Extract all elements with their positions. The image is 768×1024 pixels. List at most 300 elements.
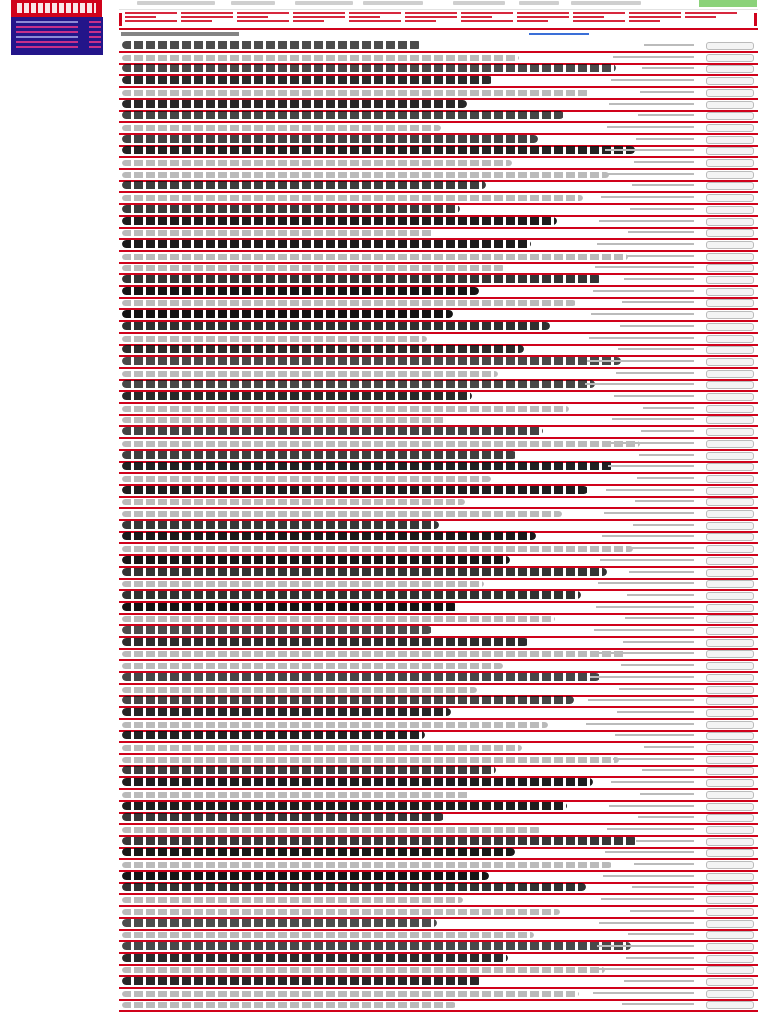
list-item-meta bbox=[589, 337, 694, 339]
list-item-meta bbox=[594, 629, 694, 631]
category-item[interactable] bbox=[405, 12, 457, 26]
list-item-title[interactable] bbox=[122, 100, 467, 108]
list-item-title[interactable] bbox=[122, 919, 437, 927]
list-item-title[interactable] bbox=[122, 41, 422, 49]
list-item-tag[interactable] bbox=[706, 779, 754, 787]
list-item-meta bbox=[625, 617, 694, 619]
list-item-title[interactable] bbox=[122, 310, 453, 318]
list-item-tag[interactable] bbox=[706, 662, 754, 670]
list-item-title[interactable] bbox=[122, 357, 621, 365]
list-item-title[interactable] bbox=[122, 942, 631, 950]
nav-tab[interactable] bbox=[137, 1, 215, 5]
list-item-tag[interactable] bbox=[706, 674, 754, 682]
list-item-title[interactable] bbox=[122, 568, 607, 576]
list-item-tag[interactable] bbox=[706, 89, 754, 97]
list-item-tag[interactable] bbox=[706, 452, 754, 460]
list-item-meta bbox=[593, 992, 694, 994]
list-item-title[interactable] bbox=[122, 195, 583, 201]
list-item-tag[interactable] bbox=[706, 487, 754, 495]
list-item-tag[interactable] bbox=[706, 393, 754, 401]
list-item-title[interactable] bbox=[122, 673, 600, 681]
list-item-tag[interactable] bbox=[706, 147, 754, 155]
list-item-title[interactable] bbox=[122, 111, 564, 119]
list-item-tag[interactable] bbox=[706, 311, 754, 319]
list-item-tag[interactable] bbox=[706, 686, 754, 694]
list-item-meta bbox=[641, 430, 694, 432]
list-item-tag[interactable] bbox=[706, 136, 754, 144]
list-item-title[interactable] bbox=[122, 837, 638, 845]
category-label bbox=[517, 12, 569, 14]
list-item-meta bbox=[639, 454, 694, 456]
category-bar bbox=[119, 10, 758, 28]
list-item-meta bbox=[599, 220, 694, 222]
list-item-meta bbox=[638, 816, 694, 818]
list-item-meta bbox=[602, 535, 694, 537]
list-item-tag[interactable] bbox=[706, 264, 754, 272]
list-item-meta bbox=[626, 255, 694, 257]
list-item-title[interactable] bbox=[122, 205, 460, 213]
list-item-meta bbox=[595, 968, 694, 970]
list-item-title[interactable] bbox=[122, 322, 550, 330]
list-item-tag[interactable] bbox=[706, 557, 754, 565]
list-item-meta bbox=[592, 652, 694, 654]
list-item-title[interactable] bbox=[122, 954, 508, 962]
list-item-meta bbox=[636, 840, 694, 842]
list-item-meta bbox=[631, 547, 694, 549]
list-item-title[interactable] bbox=[122, 392, 472, 400]
list-item-meta bbox=[613, 758, 694, 760]
list-item-meta bbox=[605, 149, 694, 151]
list-item-title[interactable] bbox=[122, 626, 432, 634]
list-item-tag[interactable] bbox=[706, 381, 754, 389]
list-item-tag[interactable] bbox=[706, 990, 754, 998]
sidebar-count bbox=[89, 26, 101, 28]
list-item-title[interactable] bbox=[122, 977, 482, 985]
list-item-title[interactable] bbox=[122, 406, 569, 412]
list-item-title[interactable] bbox=[122, 827, 541, 833]
list-item-title[interactable] bbox=[122, 696, 574, 704]
list-item-tag[interactable] bbox=[706, 440, 754, 448]
sidebar-panel bbox=[11, 17, 103, 55]
list-item-tag[interactable] bbox=[706, 42, 754, 50]
list-item-title[interactable] bbox=[122, 603, 458, 611]
sidebar-link[interactable] bbox=[16, 36, 78, 38]
list-item-title[interactable] bbox=[122, 766, 496, 774]
category-label bbox=[293, 12, 345, 14]
sidebar-count bbox=[89, 46, 101, 48]
list-item-tag[interactable] bbox=[706, 370, 754, 378]
list-item-tag[interactable] bbox=[706, 592, 754, 600]
nav-tab[interactable] bbox=[363, 1, 423, 5]
list-item-meta bbox=[607, 828, 694, 830]
list-item-tag[interactable] bbox=[706, 299, 754, 307]
list-item-tag[interactable] bbox=[706, 604, 754, 612]
list-item-meta bbox=[638, 114, 694, 116]
sidebar-link[interactable] bbox=[16, 26, 78, 28]
list-item-title[interactable] bbox=[122, 1002, 456, 1008]
list-item-tag[interactable] bbox=[706, 522, 754, 530]
list-item-tag[interactable] bbox=[706, 335, 754, 343]
list-item-tag[interactable] bbox=[706, 206, 754, 214]
list-item-tag[interactable] bbox=[706, 533, 754, 541]
list-item-title[interactable] bbox=[122, 64, 616, 72]
list-item-meta bbox=[621, 664, 694, 666]
category-label bbox=[629, 12, 681, 14]
list-item-title[interactable] bbox=[122, 616, 555, 622]
list-item-meta bbox=[618, 348, 694, 350]
category-item[interactable] bbox=[629, 12, 681, 26]
list-item-tag[interactable] bbox=[706, 931, 754, 939]
list-item-tag[interactable] bbox=[706, 955, 754, 963]
list-item-tag[interactable] bbox=[706, 241, 754, 249]
list-item-meta bbox=[586, 723, 694, 725]
list-item-title[interactable] bbox=[122, 757, 619, 763]
list-item-tag[interactable] bbox=[706, 77, 754, 85]
list-item-title[interactable] bbox=[122, 872, 489, 880]
list-item-title[interactable] bbox=[122, 254, 628, 260]
list-item-meta bbox=[611, 781, 694, 783]
list-item-title[interactable] bbox=[122, 427, 543, 435]
listing bbox=[119, 40, 758, 1024]
list-item-meta bbox=[633, 524, 694, 526]
list-item-tag[interactable] bbox=[706, 428, 754, 436]
list-item-tag[interactable] bbox=[706, 721, 754, 729]
list-item-tag[interactable] bbox=[706, 615, 754, 623]
list-item-tag[interactable] bbox=[706, 545, 754, 553]
list-item-title[interactable] bbox=[122, 336, 427, 342]
list-item-title[interactable] bbox=[122, 240, 531, 248]
list-item-title[interactable] bbox=[122, 883, 586, 891]
list-item-tag[interactable] bbox=[706, 276, 754, 284]
list-item-meta bbox=[590, 676, 694, 678]
list-item-tag[interactable] bbox=[706, 182, 754, 190]
list-item-meta bbox=[632, 886, 694, 888]
list-item-meta bbox=[597, 945, 694, 947]
list-item-tag[interactable] bbox=[706, 463, 754, 471]
list-item-tag[interactable] bbox=[706, 358, 754, 366]
list-item-title[interactable] bbox=[122, 778, 593, 786]
list-item-tag[interactable] bbox=[706, 861, 754, 869]
list-item-meta bbox=[635, 500, 694, 502]
list-item-title[interactable] bbox=[122, 991, 579, 997]
list-item-meta bbox=[642, 769, 694, 771]
list-item-meta bbox=[613, 56, 694, 58]
list-item-tag[interactable] bbox=[706, 323, 754, 331]
list-item-tag[interactable] bbox=[706, 101, 754, 109]
list-item-title[interactable] bbox=[122, 181, 486, 189]
page-title bbox=[121, 32, 239, 36]
sidebar-link[interactable] bbox=[16, 46, 78, 48]
list-item-tag[interactable] bbox=[706, 580, 754, 588]
list-item-title[interactable] bbox=[122, 371, 498, 377]
list-item-meta bbox=[605, 851, 694, 853]
list-item-title[interactable] bbox=[122, 511, 562, 517]
list-item-meta bbox=[634, 161, 694, 163]
list-item-title[interactable] bbox=[122, 265, 505, 271]
list-item-title[interactable] bbox=[122, 172, 609, 178]
list-item-title[interactable] bbox=[122, 813, 444, 821]
list-item-tag[interactable] bbox=[706, 744, 754, 752]
list-item-title[interactable] bbox=[122, 532, 536, 540]
category-label bbox=[461, 12, 513, 14]
list-item-meta bbox=[606, 489, 694, 491]
list-item-meta bbox=[591, 313, 694, 315]
list-item-title[interactable] bbox=[122, 792, 470, 798]
list-item-tag[interactable] bbox=[706, 849, 754, 857]
list-item-meta bbox=[640, 91, 694, 93]
list-item-meta bbox=[640, 793, 694, 795]
list-item-meta bbox=[624, 278, 694, 280]
list-item-tag[interactable] bbox=[706, 767, 754, 775]
list-item-meta bbox=[624, 980, 694, 982]
list-item-title[interactable] bbox=[122, 300, 576, 306]
list-item-tag[interactable] bbox=[706, 253, 754, 261]
list-item-title[interactable] bbox=[122, 731, 425, 739]
list-item-tag[interactable] bbox=[706, 194, 754, 202]
list-item-tag[interactable] bbox=[706, 896, 754, 904]
category-bar-edge bbox=[754, 13, 757, 26]
category-label bbox=[573, 12, 625, 14]
list-item-meta bbox=[643, 407, 694, 409]
list-item-tag[interactable] bbox=[706, 908, 754, 916]
list-item-tag[interactable] bbox=[706, 966, 754, 974]
list-item-meta bbox=[630, 208, 694, 210]
list-item-tag[interactable] bbox=[706, 627, 754, 635]
list-item-title[interactable] bbox=[122, 862, 612, 868]
site-logo[interactable] bbox=[11, 0, 102, 17]
list-item-meta bbox=[595, 266, 694, 268]
list-item-tag[interactable] bbox=[706, 475, 754, 483]
list-item-tag[interactable] bbox=[706, 112, 754, 120]
list-item-title[interactable] bbox=[122, 146, 635, 154]
list-item-meta bbox=[622, 301, 694, 303]
list-item-meta bbox=[626, 957, 694, 959]
list-item-tag[interactable] bbox=[706, 803, 754, 811]
list-item-meta bbox=[599, 922, 694, 924]
list-item-meta bbox=[601, 898, 694, 900]
list-item-tag[interactable] bbox=[706, 943, 754, 951]
list-item-title[interactable] bbox=[122, 275, 602, 283]
list-item-meta bbox=[628, 933, 694, 935]
list-item-tag[interactable] bbox=[706, 288, 754, 296]
list-item-meta bbox=[617, 711, 694, 713]
list-item-meta bbox=[620, 325, 694, 327]
list-item-meta bbox=[610, 442, 694, 444]
list-item-meta bbox=[615, 734, 694, 736]
list-item-meta bbox=[612, 418, 694, 420]
list-item-tag[interactable] bbox=[706, 650, 754, 658]
sidebar-link[interactable] bbox=[16, 21, 78, 23]
list-item-meta bbox=[644, 746, 694, 748]
category-label bbox=[405, 12, 457, 14]
sidebar-count bbox=[89, 36, 101, 38]
list-item-tag[interactable] bbox=[706, 159, 754, 167]
list-item-meta bbox=[622, 1003, 694, 1005]
category-label bbox=[349, 12, 401, 14]
list-item-meta bbox=[603, 875, 694, 877]
list-item-meta bbox=[600, 559, 694, 561]
sidebar-count bbox=[89, 31, 101, 33]
list-item-title[interactable] bbox=[122, 55, 519, 61]
sidebar-link[interactable] bbox=[16, 31, 78, 33]
list-item-meta bbox=[611, 79, 694, 81]
list-item-meta bbox=[642, 67, 694, 69]
list-item-title[interactable] bbox=[122, 462, 614, 470]
category-item[interactable] bbox=[293, 12, 345, 26]
nav-tab[interactable] bbox=[519, 1, 559, 5]
list-item-title[interactable] bbox=[122, 745, 522, 751]
list-item-tag[interactable] bbox=[706, 1001, 754, 1009]
list-item-meta bbox=[630, 910, 694, 912]
list-item-meta bbox=[616, 372, 694, 374]
list-item-title[interactable] bbox=[122, 651, 626, 657]
list-item-meta bbox=[596, 606, 694, 608]
list-item-tag[interactable] bbox=[706, 639, 754, 647]
list-item-tag[interactable] bbox=[706, 920, 754, 928]
list-item-tag[interactable] bbox=[706, 510, 754, 518]
list-item-tag[interactable] bbox=[706, 65, 754, 73]
list-item-tag[interactable] bbox=[706, 416, 754, 424]
list-item-title[interactable] bbox=[122, 380, 595, 388]
sidebar-links bbox=[16, 21, 78, 51]
list-item-title[interactable] bbox=[122, 932, 534, 938]
list-item-meta bbox=[636, 138, 694, 140]
list-item-title[interactable] bbox=[122, 345, 524, 353]
category-item[interactable] bbox=[349, 12, 401, 26]
list-item-title[interactable] bbox=[122, 967, 605, 973]
toolbar-link[interactable] bbox=[529, 33, 589, 35]
sidebar-counts bbox=[89, 21, 101, 51]
list-item-title[interactable] bbox=[122, 160, 512, 166]
header-action-button[interactable] bbox=[699, 0, 757, 7]
list-item-tag[interactable] bbox=[706, 346, 754, 354]
list-item-title[interactable] bbox=[122, 125, 441, 131]
list-item-title[interactable] bbox=[122, 897, 463, 903]
category-label bbox=[125, 12, 177, 14]
category-item[interactable] bbox=[573, 12, 625, 26]
list-item-title[interactable] bbox=[122, 486, 588, 494]
list-item-tag[interactable] bbox=[706, 814, 754, 822]
list-item-tag[interactable] bbox=[706, 709, 754, 717]
nav-tab[interactable] bbox=[571, 1, 641, 5]
list-item-title[interactable] bbox=[122, 708, 451, 716]
list-item-tag[interactable] bbox=[706, 569, 754, 577]
category-item[interactable] bbox=[685, 12, 737, 26]
list-item-meta bbox=[604, 512, 694, 514]
list-item-tag[interactable] bbox=[706, 218, 754, 226]
list-item-tag[interactable] bbox=[706, 978, 754, 986]
list-item-title[interactable] bbox=[122, 90, 590, 96]
top-navigation bbox=[119, 0, 757, 9]
list-item-meta bbox=[608, 465, 694, 467]
list-item-title[interactable] bbox=[122, 287, 479, 295]
list-item-tag[interactable] bbox=[706, 826, 754, 834]
list-item-tag[interactable] bbox=[706, 498, 754, 506]
list-item-tag[interactable] bbox=[706, 54, 754, 62]
list-item-title[interactable] bbox=[122, 556, 510, 564]
list-item-tag[interactable] bbox=[706, 171, 754, 179]
list-item-title[interactable] bbox=[122, 230, 434, 236]
list-item[interactable] bbox=[119, 999, 758, 1012]
list-item-title[interactable] bbox=[122, 546, 633, 552]
list-item-meta bbox=[619, 688, 694, 690]
list-item-tag[interactable] bbox=[706, 873, 754, 881]
list-item-meta bbox=[603, 173, 694, 175]
category-label bbox=[237, 12, 289, 14]
list-item-title[interactable] bbox=[122, 441, 640, 447]
list-item-meta bbox=[598, 582, 694, 584]
list-item-meta bbox=[623, 641, 694, 643]
category-item[interactable] bbox=[461, 12, 513, 26]
list-item-meta bbox=[588, 699, 694, 701]
list-item-meta bbox=[628, 231, 694, 233]
list-item-title[interactable] bbox=[122, 135, 538, 143]
category-item[interactable] bbox=[181, 12, 233, 26]
list-item-title[interactable] bbox=[122, 848, 515, 856]
list-item-tag[interactable] bbox=[706, 124, 754, 132]
list-item-meta bbox=[597, 243, 694, 245]
sidebar-count bbox=[89, 41, 101, 43]
list-item-title[interactable] bbox=[122, 802, 567, 810]
category-item[interactable] bbox=[517, 12, 569, 26]
list-item-title[interactable] bbox=[122, 663, 503, 669]
list-item-title[interactable] bbox=[122, 499, 465, 505]
category-item[interactable] bbox=[125, 12, 177, 26]
list-item-title[interactable] bbox=[122, 476, 491, 482]
list-item-title[interactable] bbox=[122, 581, 484, 587]
list-item-title[interactable] bbox=[122, 909, 560, 915]
list-item-tag[interactable] bbox=[706, 791, 754, 799]
list-item-title[interactable] bbox=[122, 687, 477, 693]
list-item-tag[interactable] bbox=[706, 405, 754, 413]
list-item-meta bbox=[614, 395, 694, 397]
list-item-meta bbox=[593, 290, 694, 292]
list-item-meta bbox=[607, 126, 694, 128]
list-item-title[interactable] bbox=[122, 417, 446, 423]
sidebar-link[interactable] bbox=[16, 41, 78, 43]
list-item-meta bbox=[644, 44, 694, 46]
category-label bbox=[181, 12, 233, 14]
nav-tab[interactable] bbox=[231, 1, 275, 5]
list-item-tag[interactable] bbox=[706, 697, 754, 705]
category-item[interactable] bbox=[237, 12, 289, 26]
list-item-title[interactable] bbox=[122, 521, 439, 529]
list-item-tag[interactable] bbox=[706, 838, 754, 846]
category-label bbox=[685, 12, 737, 14]
list-item-meta bbox=[609, 103, 694, 105]
list-item-meta bbox=[632, 184, 694, 186]
logo-wordmark bbox=[17, 3, 96, 13]
list-item-title[interactable] bbox=[122, 638, 529, 646]
list-item-meta bbox=[627, 594, 694, 596]
category-bar-edge bbox=[119, 13, 122, 26]
list-item-meta bbox=[585, 383, 694, 385]
list-item-tag[interactable] bbox=[706, 732, 754, 740]
list-item-title[interactable] bbox=[122, 76, 493, 84]
list-item-title[interactable] bbox=[122, 217, 557, 225]
nav-tab[interactable] bbox=[295, 1, 353, 5]
list-item-tag[interactable] bbox=[706, 229, 754, 237]
list-item-meta bbox=[637, 477, 694, 479]
nav-tab[interactable] bbox=[453, 1, 505, 5]
list-item-meta bbox=[587, 360, 694, 362]
sidebar-count bbox=[89, 21, 101, 23]
list-item-tag[interactable] bbox=[706, 884, 754, 892]
list-item-title[interactable] bbox=[122, 722, 548, 728]
list-item-tag[interactable] bbox=[706, 756, 754, 764]
list-item-title[interactable] bbox=[122, 451, 517, 459]
list-item-title[interactable] bbox=[122, 591, 581, 599]
